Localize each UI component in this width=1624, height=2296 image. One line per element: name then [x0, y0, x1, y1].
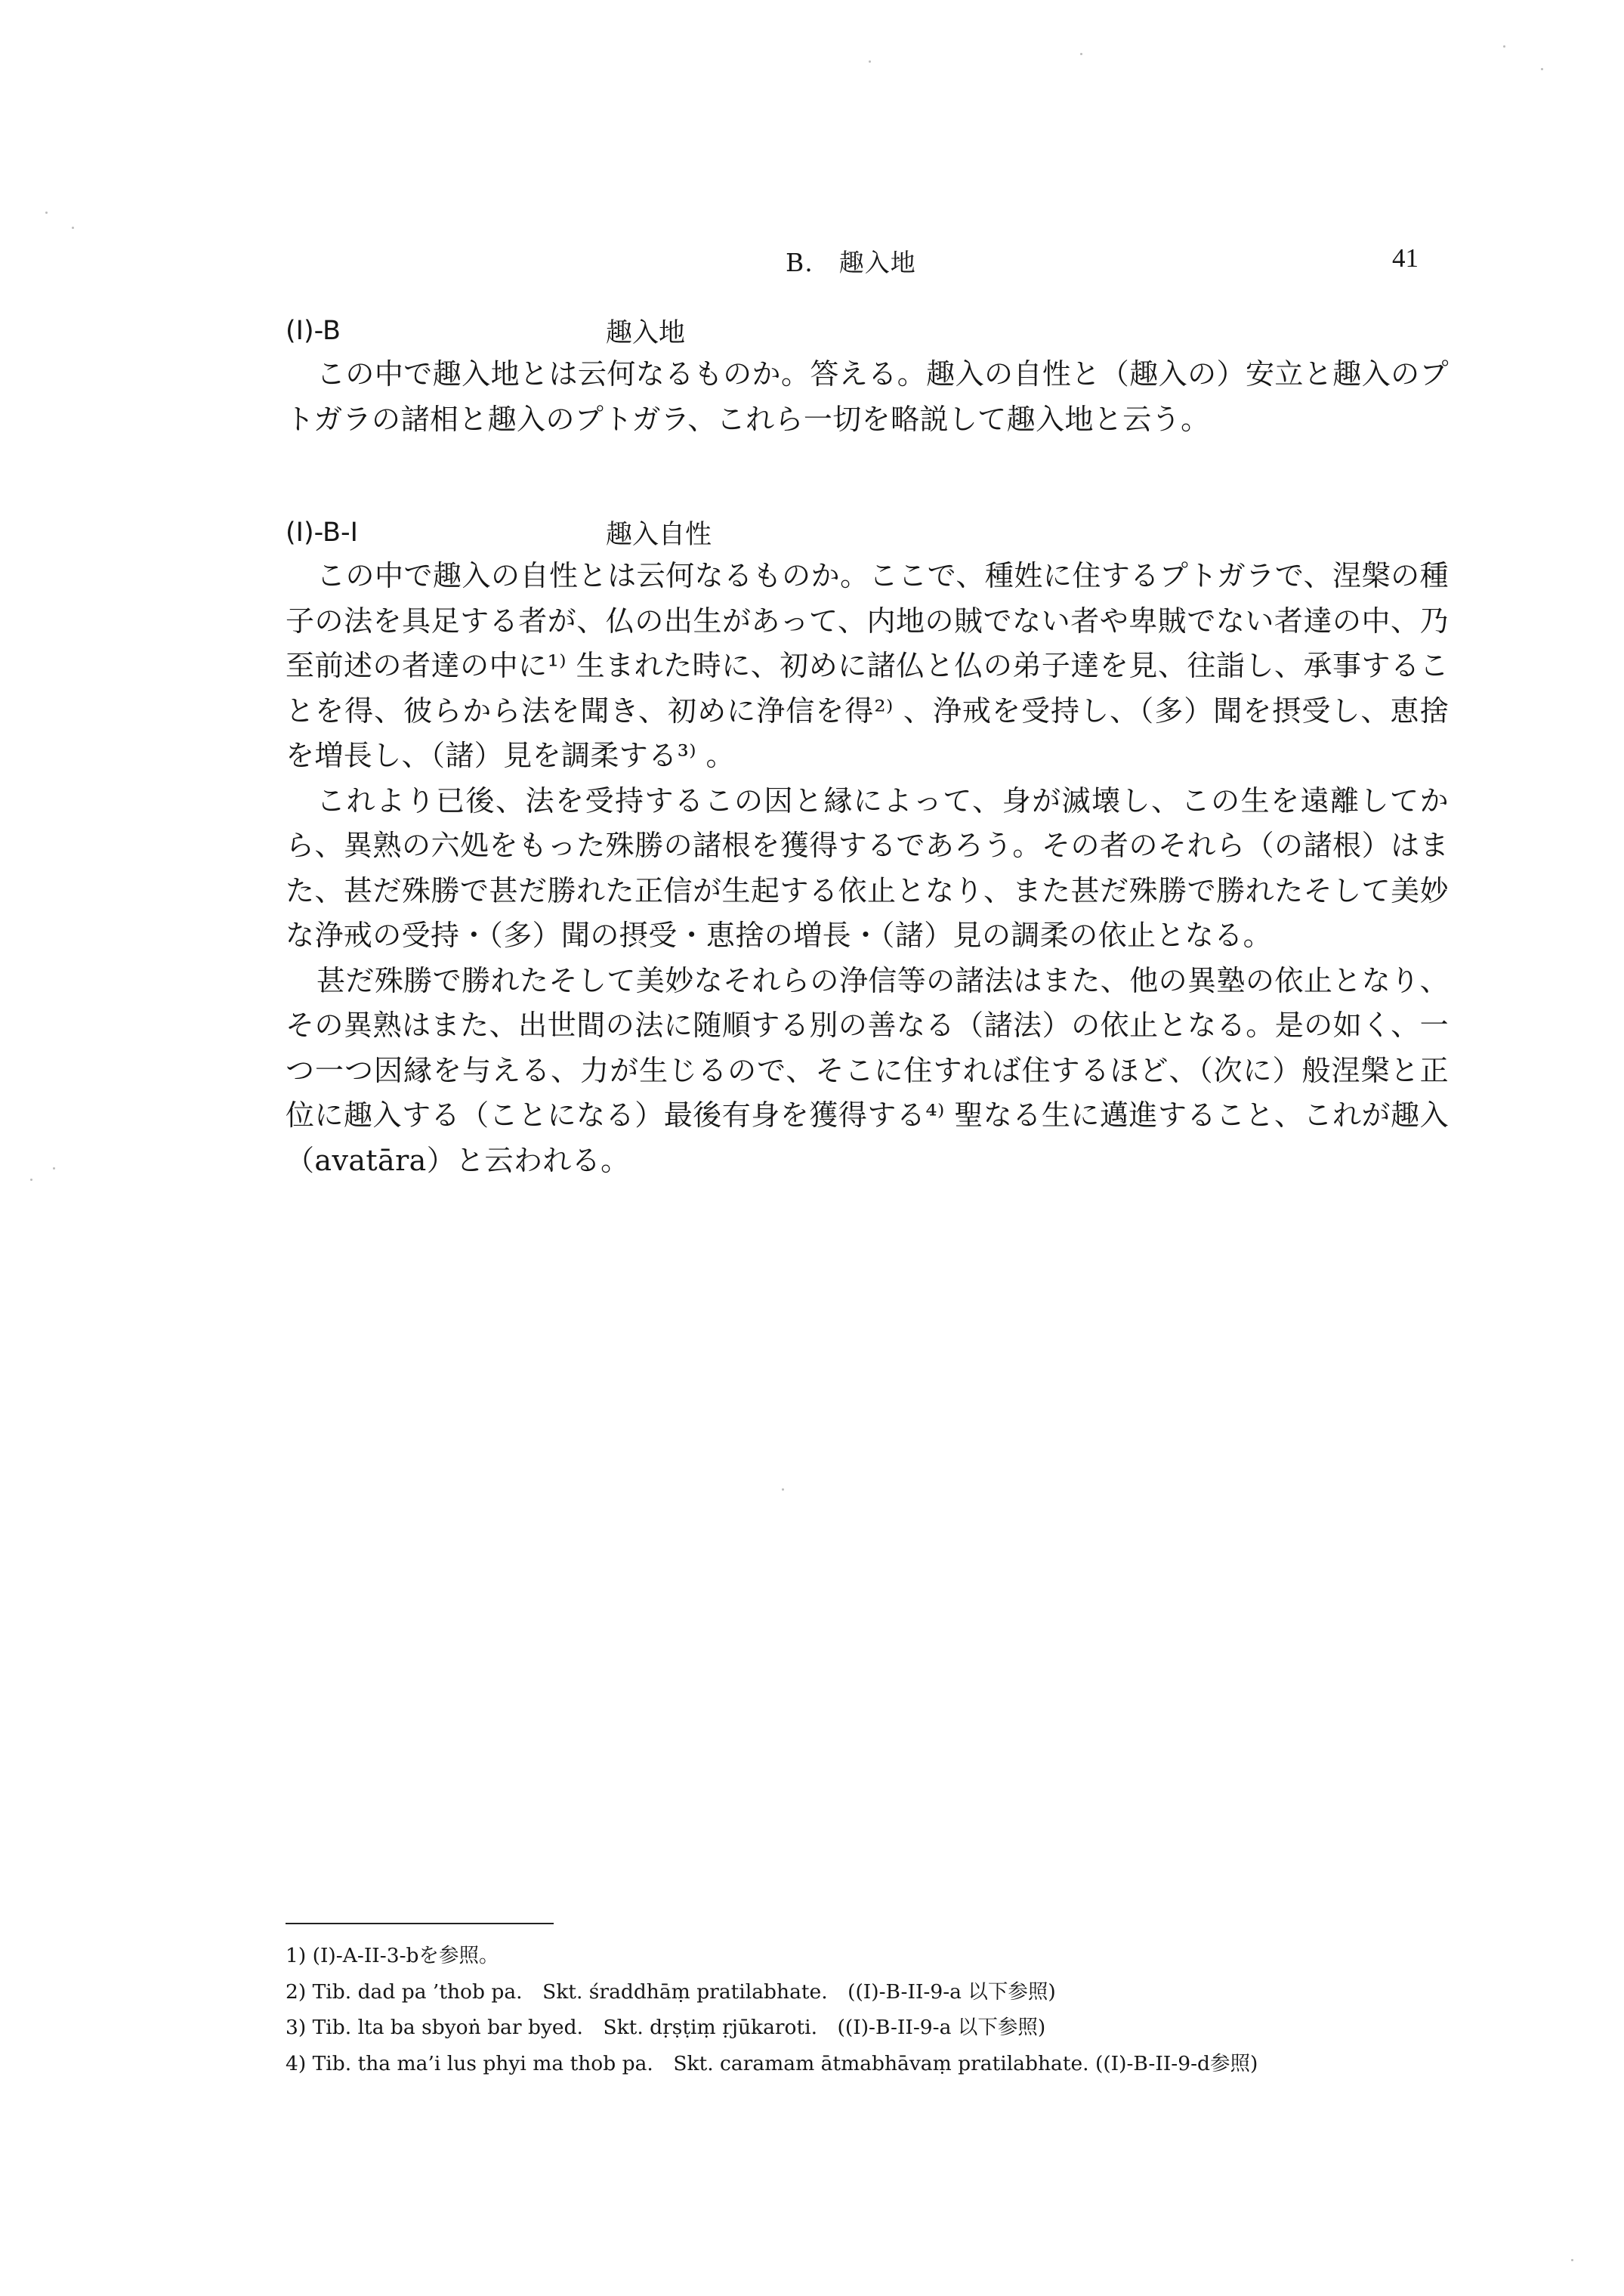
section-heading: [286, 511, 1449, 554]
footnote: 4) Tib. tha ma’i lus phyi ma thob pa. Skt. caramam ātmabhāvaṃ pratilabhate. ((I)-B-II-9-d参照): [286, 2051, 1258, 2075]
footnote: 2) Tib. dad pa ’thob pa. Skt. śraddhāṃ pratilabhate. ((I)-B-II-9-a 以下参照): [286, 1979, 1056, 2004]
running-head: B. 趣入地: [786, 248, 916, 277]
section-entry-stage: [286, 310, 1449, 442]
section-title: 趣入地: [606, 318, 686, 348]
section-heading: [286, 310, 1449, 352]
footnotes: [286, 1923, 1464, 2081]
page-number: 41: [1392, 243, 1419, 273]
footnote: 3) Tib. lta ba sbyoṅ bar byed. Skt. dṛṣṭiṃ ṛjūkaroti. ((I)-B-II-9-a 以下参照): [286, 2016, 1046, 2039]
footnote-divider: [286, 1923, 554, 1924]
section-code: (I)-B: [286, 316, 341, 346]
paragraph: この中で趣入の自性とは云何なるものか。ここで、種姓に住するプトガラで、涅槃の種子の法を具足する者が、仏の出生があって、内地の賊でない者や卑賊でない者達の中、乃至前述の者達の中に¹⁾ 生まれた時に、初めに諸仏と仏の弟子達を見、往詣し、承事することを得、彼らから法を聞き、初めに浄信を得²⁾ 、浄戒を受持し、（多）聞を摂受し、恵捨を増長し、（諸）見を調柔する³⁾ 。: [286, 559, 1449, 772]
section-entry-nature: [286, 511, 1449, 1183]
paragraph: 甚だ殊勝で勝れたそして美妙なそれらの浄信等の諸法はまた、他の異塾の依止となり、その異熟はまた、出世間の法に随順する別の善なる（諸法）の依止となる。是の如く、一つ一つ因縁を与える、力が生じるので、そこに住すれば住するほど、（次に）般涅槃と正位に趣入する（ことになる）最後有身を獲得する⁴⁾ 聖なる生に邁進すること、これが趣入（avatāra）と云われる。: [286, 963, 1449, 1177]
paragraph: この中で趣入地とは云何なるものか。答える。趣入の自性と（趣入の）安立と趣入のプトガラの諸相と趣入のプトガラ、これら一切を略説して趣入地と云う。: [286, 357, 1449, 436]
section-title: 趣入自性: [606, 520, 712, 550]
section-code: (I)-B-I: [286, 518, 358, 548]
footnote: 1) (I)-A-II-3-bを参照。: [286, 1944, 499, 1967]
paragraph: これより已後、法を受持するこの因と縁によって、身が滅壊し、この生を遠離してから、異熟の六処をもった殊勝の諸根を獲得するであろう。その者のそれら（の諸根）はまた、甚だ殊勝で甚だ勝れた正信が生起する依止となり、また甚だ殊勝で勝れたそして美妙な浄戒の受持・（多）聞の摂受・恵捨の増長・（諸）見の調柔の依止となる。: [286, 783, 1449, 952]
